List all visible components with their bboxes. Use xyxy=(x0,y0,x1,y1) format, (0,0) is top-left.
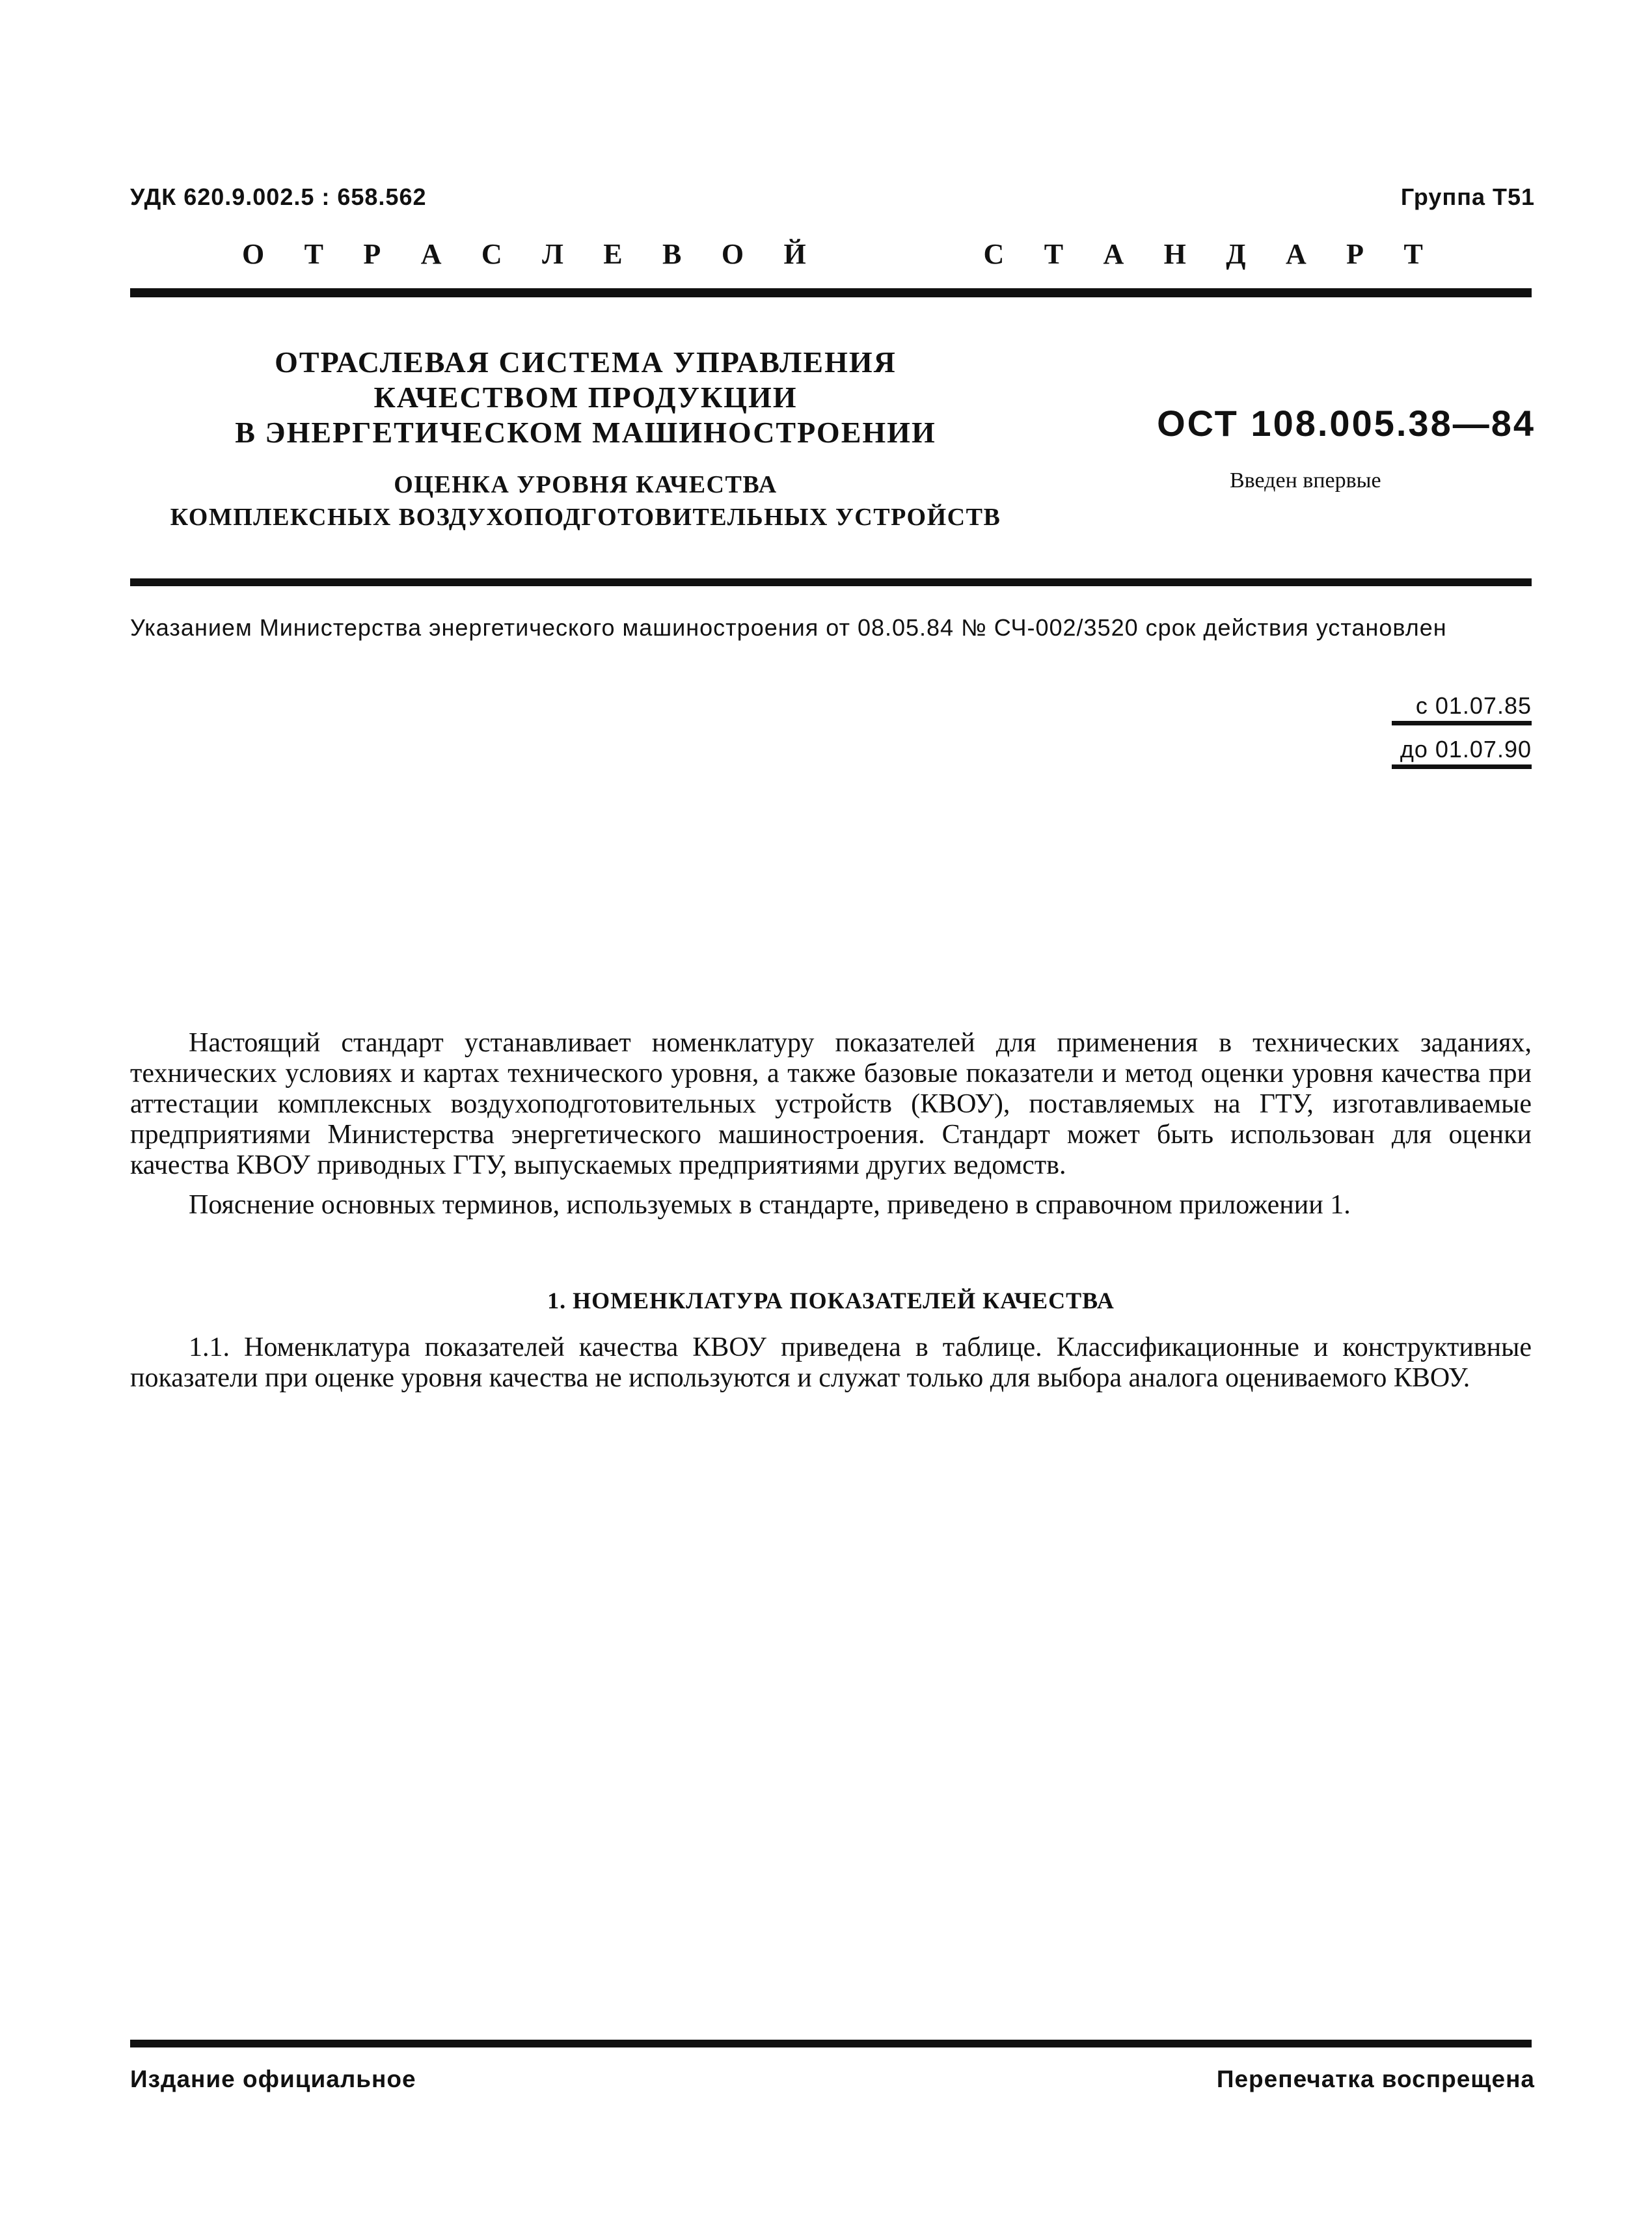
footer-reprint-prohibited: Перепечатка воспрещена xyxy=(1216,2066,1535,2092)
banner-letter: Л xyxy=(542,238,563,270)
section-text xyxy=(130,1332,1532,1394)
banner-letter: О xyxy=(242,238,265,270)
section-paragraph: 1.1. Номенклатура показателей качества КВОУ приведена в таблице. Классификационные и конструктивные показатели при оценке уровня качества не используются и служат только для выбора аналога оцениваемого КВОУ. xyxy=(130,1332,1532,1393)
udk-code: УДК 620.9.002.5 : 658.562 xyxy=(130,183,427,210)
banner-letter: А xyxy=(1285,238,1307,270)
introduction-body xyxy=(130,1028,1532,1230)
system-title xyxy=(163,345,1009,450)
banner-letter: О xyxy=(721,238,744,270)
first-intro-note: Введен впервые xyxy=(1230,468,1381,493)
subject-title-line: ОЦЕНКА УРОВНЯ КАЧЕСТВА xyxy=(394,471,778,498)
footer-official-edition: Издание официальное xyxy=(130,2066,416,2092)
system-title-line: В ЭНЕРГЕТИЧЕСКОМ МАШИНОСТРОЕНИИ xyxy=(235,416,936,449)
banner-letter: Н xyxy=(1163,238,1186,270)
banner-letter: Т xyxy=(1403,238,1423,270)
body-paragraph: Настоящий стандарт устанавливает номенклатуру показателей для применения в технических заданиях, технических условиях и картах технического уровня, а также базовые показатели и метод оценки уровня качества при аттестации комплексных воздухоподготовительных устройств (КВОУ), поставляемых на ГТУ, изготавливаемые предприятиями Министерства энергетического машиностроения. Стандарт может быть использован для оценки качества КВОУ приводных ГТУ, выпускаемых предприятиями других ведомств. xyxy=(130,1028,1532,1180)
banner-letter: Д xyxy=(1226,238,1246,270)
banner-letter: Й xyxy=(783,238,806,270)
banner-letter: С xyxy=(481,238,502,270)
banner-letter: В xyxy=(662,238,682,270)
banner-letter: А xyxy=(420,238,442,270)
bottom-divider xyxy=(130,2040,1532,2047)
standard-code: ОСТ 108.005.38—84 xyxy=(1157,403,1536,444)
system-title-line: ОТРАСЛЕВАЯ СИСТЕМА УПРАВЛЕНИЯ xyxy=(275,345,897,379)
subject-title xyxy=(163,468,1009,534)
banner-letter: С xyxy=(983,238,1005,270)
middle-divider xyxy=(130,578,1532,586)
date-to: до 01.07.90 xyxy=(1392,736,1532,769)
validity-dates xyxy=(1392,692,1532,779)
banner-word-gap xyxy=(846,237,943,271)
banner-letter: Р xyxy=(363,238,381,270)
group-code: Группа Т51 xyxy=(1400,183,1535,210)
system-title-line: КАЧЕСТВОМ ПРОДУКЦИИ xyxy=(373,381,798,414)
banner-letter: Е xyxy=(603,238,623,270)
standard-type-banner xyxy=(242,237,1423,271)
date-from: с 01.07.85 xyxy=(1392,692,1532,725)
top-divider xyxy=(130,288,1532,297)
banner-letter: А xyxy=(1103,238,1124,270)
banner-letter: Р xyxy=(1346,238,1364,270)
banner-letter: Т xyxy=(1044,238,1064,270)
subject-title-line: КОМПЛЕКСНЫХ ВОЗДУХОПОДГОТОВИТЕЛЬНЫХ УСТРОЙСТВ xyxy=(170,504,1001,531)
section-heading: 1. НОМЕНКЛАТУРА ПОКАЗАТЕЛЕЙ КАЧЕСТВА xyxy=(547,1288,1115,1314)
banner-letter: Т xyxy=(304,238,323,270)
body-paragraph: Пояснение основных терминов, используемых в стандарте, приведено в справочном приложении 1. xyxy=(189,1190,1351,1220)
decree-text: Указанием Министерства энергетического машиностроения от 08.05.84 № СЧ-002/3520 срок действия установлен xyxy=(130,614,1447,641)
